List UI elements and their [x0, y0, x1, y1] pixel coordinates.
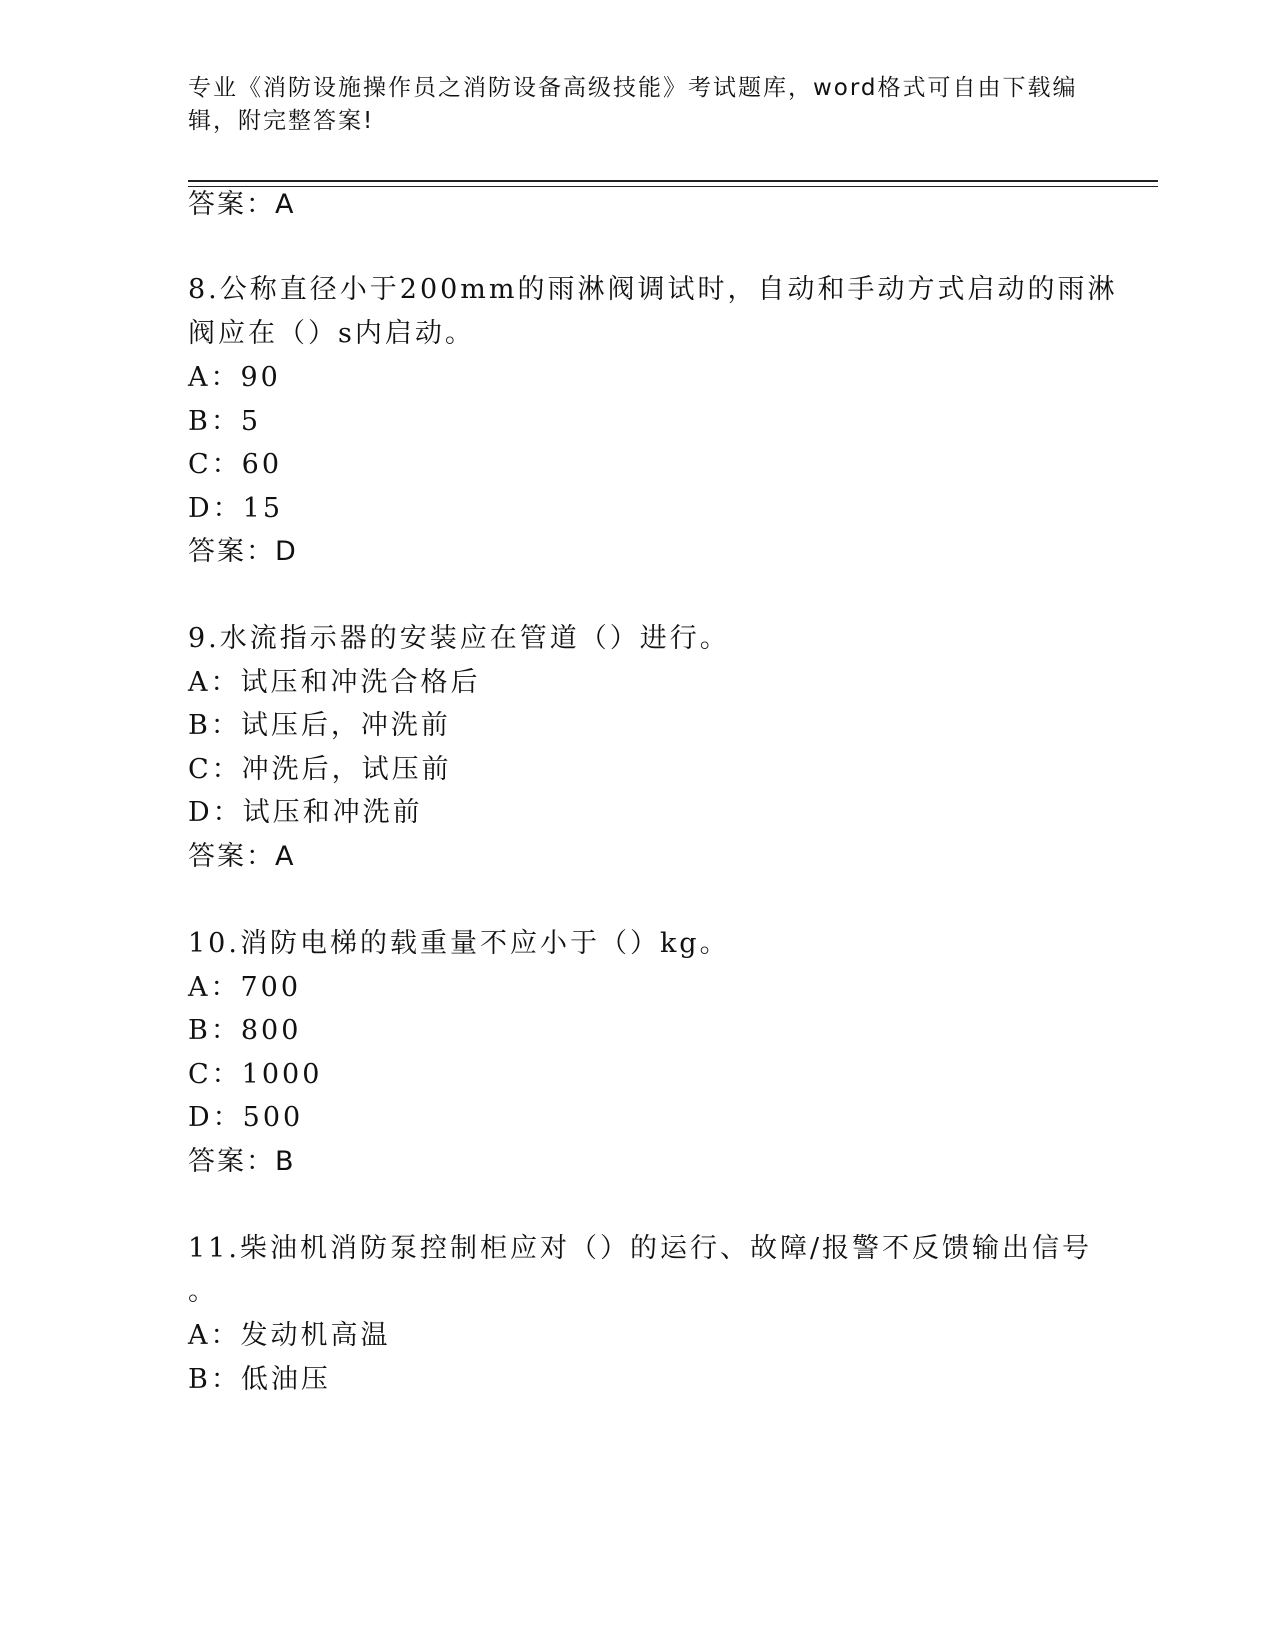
question-8-option-d: D：15	[188, 493, 284, 524]
question-9-option-c: C：冲洗后，试压前	[188, 754, 452, 785]
question-10-option-d: D：500	[188, 1102, 304, 1133]
question-9-answer: 答案：A	[188, 841, 296, 872]
question-8-stem-line-1: 8.公称直径小于200mm的雨淋阀调试时，自动和手动方式启动的雨淋	[188, 274, 1118, 305]
question-10-option-c: C：1000	[188, 1059, 323, 1090]
question-9-stem: 9.水流指示器的安装应在管道（）进行。	[188, 623, 730, 654]
question-10-option-a: A：700	[188, 972, 302, 1003]
header-line-2: 辑，附完整答案!	[188, 108, 375, 134]
question-10-answer: 答案：B	[188, 1146, 296, 1177]
question-10-option-b: B：800	[188, 1015, 302, 1046]
question-8-option-a: A：90	[188, 362, 281, 393]
question-11-stem-line-2: 。	[188, 1276, 218, 1307]
header-divider-thin	[188, 186, 1158, 187]
question-9-option-a: A：试压和冲洗合格后	[188, 667, 481, 698]
question-8-stem-line-2: 阀应在（）s内启动。	[188, 318, 475, 349]
question-11-option-a: A：发动机高温	[188, 1320, 391, 1351]
question-11-stem-line-1: 11.柴油机消防泵控制柜应对（）的运行、故障/报警不反馈输出信号	[188, 1233, 1093, 1264]
document-header	[188, 72, 1088, 138]
question-10-stem: 10.消防电梯的载重量不应小于（）kg。	[188, 928, 730, 959]
answer-previous: 答案：A	[188, 189, 296, 220]
question-8-option-c: C：60	[188, 449, 283, 480]
question-9-option-d: D：试压和冲洗前	[188, 797, 423, 828]
question-8-answer: 答案：D	[188, 536, 298, 567]
question-11-option-b: B：低油压	[188, 1364, 331, 1395]
question-8-option-b: B：5	[188, 406, 262, 437]
header-line-1: 专业《消防设施操作员之消防设备高级技能》考试题库，word格式可自由下载编	[188, 75, 1078, 101]
header-divider-thick	[188, 180, 1158, 182]
question-9-option-b: B：试压后，冲洗前	[188, 710, 451, 741]
